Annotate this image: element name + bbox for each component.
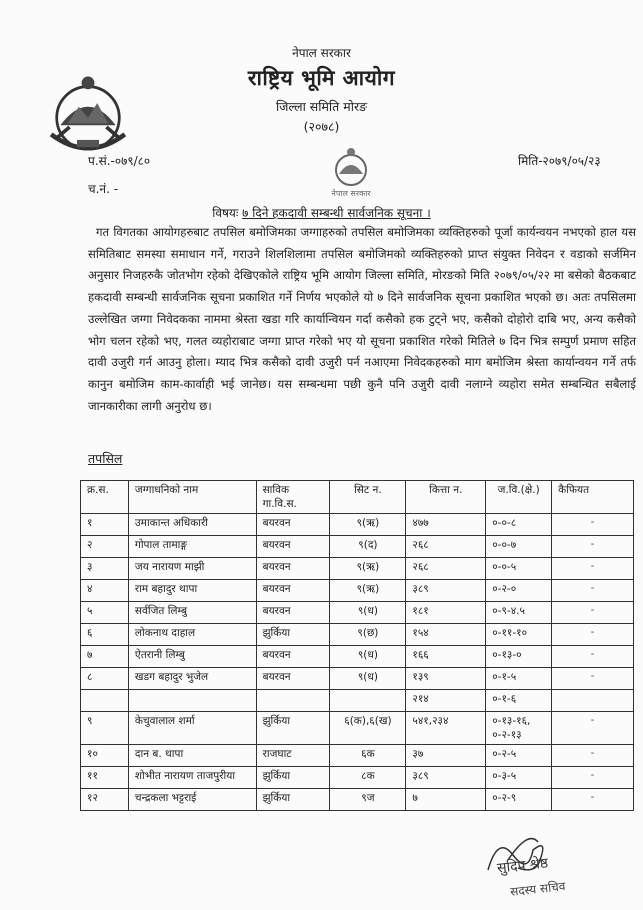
- cell-remarks: -: [552, 646, 634, 668]
- cell-remarks: -: [552, 558, 634, 580]
- cell-plot: ४७७: [406, 514, 486, 536]
- signatory-title: सदस्य सचिव: [509, 879, 567, 899]
- stamp-text: नेपाल सरकार: [331, 189, 371, 198]
- cell-remarks: -: [552, 624, 634, 646]
- subject-label: विषयः: [212, 206, 239, 220]
- cell-remarks: -: [552, 536, 634, 558]
- table-row: [81, 580, 634, 602]
- subject-text: ७ दिने हकदावी सम्बन्धी सार्वजनिक सूचना ।: [242, 206, 431, 220]
- cell-area: ०-३-५: [486, 767, 552, 789]
- cell-owner: ऐतरानी लिम्बु: [128, 646, 256, 668]
- header-area: ज.वि.(क्षे.): [486, 481, 552, 514]
- table-row: [81, 668, 634, 690]
- cell-area: ०-२-५: [486, 745, 552, 767]
- cell-plot: १६६: [406, 646, 486, 668]
- table-row: [81, 558, 634, 580]
- office-year: (२०७८): [303, 119, 340, 134]
- cell-serial: ४: [81, 580, 129, 602]
- signatory-name: सुदिप श्रेष्ठ: [496, 855, 549, 877]
- schedule-title: तपसिल: [88, 451, 123, 466]
- table-row: [81, 602, 634, 624]
- cell-area: ०-०-७: [486, 536, 552, 558]
- cell-plot: १५४: [406, 624, 486, 646]
- header-sheet: सिट न.: [330, 481, 406, 514]
- cell-area: ०-०-८: [486, 514, 552, 536]
- cell-area: ०-१-५: [486, 668, 552, 690]
- cell-owner: सर्वजित लिम्बु: [128, 602, 256, 624]
- cell-plot: ३८९: [406, 767, 486, 789]
- cell-sheet: ९(छ): [330, 624, 406, 646]
- cell-remarks: -: [552, 767, 634, 789]
- cell-sheet: ८क: [330, 767, 406, 789]
- cell-serial: २: [81, 536, 129, 558]
- cell-sheet: ९(ध): [330, 668, 406, 690]
- cell-remarks: -: [552, 712, 634, 745]
- cell-owner: चन्द्रकला भट्टराई: [128, 789, 256, 811]
- cell-plot: २६८: [406, 536, 486, 558]
- table-row: [81, 712, 634, 745]
- cell-remarks: -: [552, 668, 634, 690]
- cell-owner: दान ब. थापा: [128, 745, 256, 767]
- table-row: [81, 624, 634, 646]
- header-remarks: कैफियत: [552, 481, 634, 514]
- table-row: [81, 646, 634, 668]
- notice-body: गत विगतका आयोगहरुबाट तपसिल बमोजिमका जग्गाहरुको तपसिल बमोजिमका व्यक्तिहरुको पूर्जा कार्यन्वयन नभएको हाल यस समितिबाट समस्या समाधान गर्ने, गराउने शिलशिलामा तपसिल बमोजिमको व्यक्तिहरुको प्राप्त संयुक्त निवेदन र वडाको सर्जमिन अनुसार निजहरुकै जोतभोग रहेको देखिएकोले राष्ट्रिय भूमि आयोग जिल्ला समिति, मोरङको मिति २०७९/०५/२२ मा बसेको बैठकबाट हकदावी सम्बन्धी सार्वजनिक सूचना प्रकाशित गर्ने निर्णय भएकोले यो ७ दिने सार्वजनिक सूचना प्रकाशित भएको छ। अतः तपसिलमा उल्लेखित जग्गा निवेदकका नाममा श्रेस्ता खडा गरि कार्यान्वियन गर्दा कसैको हक टुट्ने भए, कसैको दोहोरो दाबि भए, अन्य कसैको भोग चलन रहेको भए, गलत व्यहोराबाट जग्गा प्राप्त गरेको भए यो सूचना प्रकाशित गरेको मितिले ७ दिन भित्र सम्पुर्ण प्रमाण सहित दावी उजुरी गर्न आउनु होला। म्याद भित्र कसैको दावी उजुरी पर्न नआएमा निवेदकहरुको माग बमोजिम श्रेस्ता कार्यान्वयन गर्ने तर्फ कानुन बमोजिम काम-कार्वाही भई जानेछ। यस सम्बन्धमा पछी कुनै पनि उजुरी दावी नलाग्ने व्यहोरा समेत सम्बन्धित सबैलाई जानकारीका लागी अनुरोध छ।: [88, 225, 636, 413]
- header-serial: क्र.स.: [81, 481, 129, 514]
- cell-former-vdc: झुर्किया: [256, 624, 330, 646]
- header-plot: कित्ता न.: [406, 481, 486, 514]
- cell-area: ०-२-०: [486, 580, 552, 602]
- cell-area: ०-११-१०: [486, 624, 552, 646]
- cell-serial: ८: [81, 668, 129, 690]
- cell-owner: गोपाल तामाङ्ग: [128, 536, 256, 558]
- cell-plot: ३७: [406, 745, 486, 767]
- cell-former-vdc: राजघाट: [256, 745, 330, 767]
- cell-former-vdc: बयरवन: [256, 602, 330, 624]
- cell-former-vdc: झुर्किया: [256, 712, 330, 745]
- cell-serial: ११: [81, 767, 129, 789]
- cell-plot: १८१: [406, 602, 486, 624]
- letter-date: मिति-२०७९/०५/२३: [518, 154, 601, 168]
- cell-owner: खडग बहादुर भुजेल: [128, 668, 256, 690]
- cell-former-vdc: बयरवन: [256, 668, 330, 690]
- cell-former-vdc: [256, 690, 330, 712]
- cell-serial: ६: [81, 624, 129, 646]
- cell-sheet: ९(ऋ): [330, 514, 406, 536]
- cell-serial: १०: [81, 745, 129, 767]
- cell-area: ०-२-९: [486, 789, 552, 811]
- cell-plot: ५४१,२३४: [406, 712, 486, 745]
- cell-sheet: ९(ध): [330, 602, 406, 624]
- cell-remarks: -: [552, 580, 634, 602]
- commission-name: राष्ट्रिय भूमि आयोग: [247, 66, 396, 90]
- cell-sheet: [330, 690, 406, 712]
- cell-plot: ७: [406, 789, 486, 811]
- cell-plot: २६८: [406, 558, 486, 580]
- cell-area: ०-१३-१६, ०-२-१३: [486, 712, 552, 745]
- table-row: [81, 690, 634, 712]
- letter-number: प.सं.-०७९/८०: [88, 154, 151, 168]
- cell-former-vdc: बयरवन: [256, 558, 330, 580]
- cell-remarks: [552, 690, 634, 712]
- cell-area: ०-१३-०: [486, 646, 552, 668]
- cell-sheet: ९ज: [330, 789, 406, 811]
- header-owner: जग्गाधनिको नाम: [128, 481, 256, 514]
- cell-owner: जय नारायण माझी: [128, 558, 256, 580]
- cell-serial: ५: [81, 602, 129, 624]
- cell-former-vdc: बयरवन: [256, 514, 330, 536]
- office-name: जिल्ला समिति मोरङ: [275, 99, 368, 114]
- cell-former-vdc: झुर्किया: [256, 767, 330, 789]
- cell-owner: केचुवालाल शर्मा: [128, 712, 256, 745]
- cell-sheet: ९(ध): [330, 646, 406, 668]
- office-stamp-icon: [314, 140, 388, 212]
- cell-remarks: -: [552, 602, 634, 624]
- table-row: [81, 514, 634, 536]
- cell-area: ०-९-४.५: [486, 602, 552, 624]
- cell-owner: शोभीत नारायण ताजपुरीया: [128, 767, 256, 789]
- cell-sheet: ९(ऋ): [330, 558, 406, 580]
- cell-owner: राम बहादुर थापा: [128, 580, 256, 602]
- cell-serial: ३: [81, 558, 129, 580]
- cell-former-vdc: बयरवन: [256, 580, 330, 602]
- header-former-vdc: साविक गा.वि.स.: [256, 481, 330, 514]
- cell-serial: १: [81, 514, 129, 536]
- cell-serial: १२: [81, 789, 129, 811]
- cell-remarks: -: [552, 745, 634, 767]
- schedule-table: [80, 480, 634, 811]
- cell-area: ०-१-६: [486, 690, 552, 712]
- table-row: [81, 767, 634, 789]
- table-row: [81, 789, 634, 811]
- cell-sheet: ६(क),६(ख): [330, 712, 406, 745]
- cell-sheet: ६क: [330, 745, 406, 767]
- subject-line: [0, 204, 643, 221]
- cell-remarks: -: [552, 789, 634, 811]
- cell-owner: [128, 690, 256, 712]
- cell-area: ०-०-५: [486, 558, 552, 580]
- cell-sheet: ९(ऋ): [330, 580, 406, 602]
- cell-remarks: -: [552, 514, 634, 536]
- cell-plot: १३९: [406, 668, 486, 690]
- cell-owner: उमाकान्त अधिकारी: [128, 514, 256, 536]
- cell-former-vdc: बयरवन: [256, 536, 330, 558]
- cell-serial: [81, 690, 129, 712]
- table-header-row: [81, 481, 634, 514]
- cell-sheet: ९(द): [330, 536, 406, 558]
- table-row: [81, 536, 634, 558]
- cell-serial: ९: [81, 712, 129, 745]
- cell-owner: लोकनाथ दाहाल: [128, 624, 256, 646]
- government-name: नेपाल सरकार: [292, 46, 351, 60]
- cell-former-vdc: बयरवन: [256, 646, 330, 668]
- cell-plot: ३८९: [406, 580, 486, 602]
- table-row: [81, 745, 634, 767]
- cell-plot: २१४: [406, 690, 486, 712]
- cell-serial: ७: [81, 646, 129, 668]
- cell-former-vdc: झुर्किया: [256, 789, 330, 811]
- dispatch-number: च.नं. -: [88, 182, 119, 196]
